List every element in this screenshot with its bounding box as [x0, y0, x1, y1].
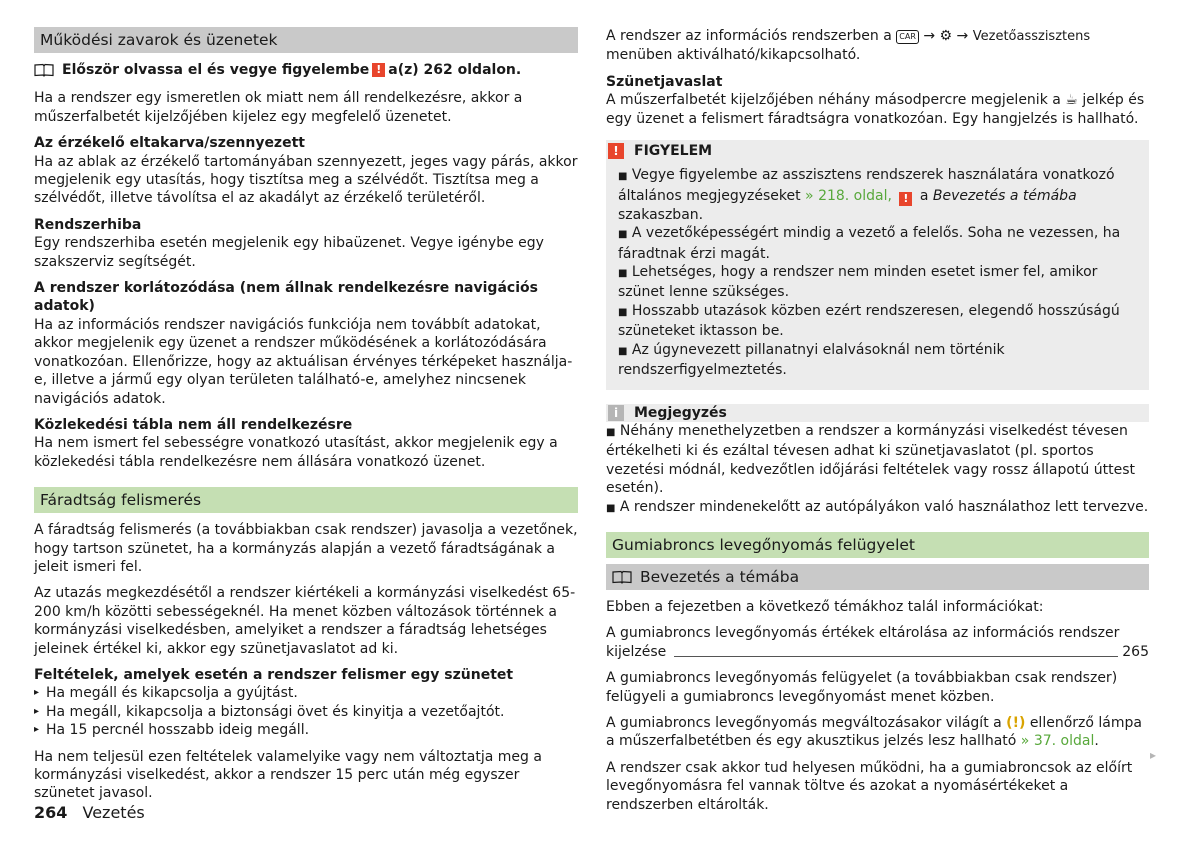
- left-column: [34, 27, 578, 811]
- menu-name: Vezetőasszisztens: [972, 29, 1091, 44]
- fatigue-repeat: Ha nem teljesül ezen feltételek valamelyike vagy nem változtatja meg a kormányzási viselkedést, akkor a rendszer 15 perc után még egyszer szünetet javasol.: [34, 748, 542, 802]
- list-item: ■ Néhány menethelyzetben a rendszer a kormányzási viselkedést tévesen értékelheti ki és ezáltal tévesen adhat ki szünetjavaslatot (pl. sportos vezetési módnál, kedvezőtlen időjárási feltételek vagy rossz állapotú úttest esetén).: [606, 422, 1135, 497]
- square-bullet-icon: ■: [618, 229, 628, 241]
- tyre-warning-paragraph: A gumiabroncs levegőnyomás megváltozásakor világít a (!) ellenőrző lámpa a műszerfalbetétben és egy akusztikus jelzés lesz hallható » 37. oldal.: [606, 714, 1142, 750]
- note-title: Megjegyzés: [634, 404, 727, 421]
- square-bullet-icon: ■: [618, 268, 628, 280]
- warning-icon: !: [608, 143, 624, 159]
- square-bullet-icon: ■: [618, 171, 628, 183]
- subheading-system-error: Rendszerhiba: [34, 216, 142, 233]
- paragraph-traffic-sign: Ha nem ismert fel sebességre vonatkozó utasítást, akkor megjelenik egy a közlekedési tábla rendelkezésre nem állására vonatkozó üzenet.: [34, 435, 558, 470]
- malfunction-intro: Ha a rendszer egy ismeretlen ok miatt nem áll rendelkezésre, akkor a műszerfalbetét kijelzőjében kijelez egy megfelelő üzenetet.: [34, 90, 523, 125]
- list-item: ■ A vezetőképességért mindig a vezető a felelős. Soha ne vezessen, ha fáradtnak érzi magát.: [618, 225, 1121, 262]
- warning-box: [606, 140, 1149, 389]
- subheading-system-limitation: A rendszer korlátozódása (nem állnak rendelkezésre navigációs adatok): [34, 280, 538, 315]
- toc-page-number: 265: [1122, 643, 1149, 660]
- list-item: ■ Vegye figyelembe az asszisztens rendszerek használatára vonatkozó általános megjegyzéseket » 218. oldal, ! a Bevezetés a témába szakaszban.: [618, 167, 1115, 223]
- tyre-system-description: A gumiabroncs levegőnyomás felügyelet (a továbbiakban csak rendszer) felügyeli a gumiabroncs levegőnyomást menet közben.: [606, 670, 1118, 705]
- list-item: ■ A rendszer mindenekelőtt az autópályákon való használathoz lett tervezve.: [606, 498, 1149, 515]
- list-item: ■ Az úgynevezett pillanatnyi elalvásoknál nem történik rendszerfigyelmeztetés.: [618, 341, 1005, 379]
- paragraph-sensor-covered: Ha az ablak az érzékelő tartományában szennyezett, jeges vagy párás, akkor megjelenik egy utasítás, hogy tisztítsa meg a szélvédőt. Tisztítsa meg a szélvédőt, illetve távolítsa el az akadályt az érzékelő területéről.: [34, 153, 578, 207]
- list-item: ■ Lehetséges, hogy a rendszer nem minden esetet ismer fel, amikor szünet lenne szükséges.: [618, 264, 1098, 301]
- subheading-pause-suggestion: Szünetjavaslat: [606, 73, 723, 90]
- fatigue-intro: A fáradtság felismerés (a továbbiakban csak rendszer) javasolja a vezetőnek, hogy tartson szünetet, ha a kormányzás alapján a vezető fáradtságának a jeleit ismeri fel.: [34, 522, 578, 575]
- warning-small-icon: !: [372, 63, 385, 77]
- toc-entry[interactable]: A gumiabroncs levegőnyomás értékek eltárolása az információs rendszer kijelzése 265: [606, 625, 1149, 660]
- list-item: ▸ Ha megáll, kikapcsolja a biztonsági övet és kinyitja a vezetőajtót.: [34, 703, 505, 720]
- bullet-arrow-icon: ▸: [34, 705, 40, 717]
- subheading-traffic-sign: Közlekedési tábla nem áll rendelkezésre: [34, 416, 353, 433]
- continue-arrow-icon: ▸: [1150, 748, 1157, 762]
- warning-box-body: [606, 162, 1149, 389]
- section-header-fatigue: Fáradtság felismerés: [34, 487, 578, 513]
- fatigue-evaluation: Az utazás megkezdésétől a rendszer kiértékeli a kormányzási viselkedést 65-200 km/h közötti sebességeknél. Ha menet közben változások történnek a kormányzási viselkedésben, amelyiket a rendszer a fáradtság lehetséges jeleinek értékel ki, akkor egy szünetjavaslatot ad ki.: [34, 585, 576, 657]
- warning-title: FIGYELEM: [634, 143, 713, 160]
- paragraph-system-limitation: Ha az információs rendszer navigációs funkciója nem továbbít adatokat, akkor megjelenik egy üzenet a rendszer működésének a korlátozódására vonatkozóan. Ellenőrizze, hogy az aktuálisan érvényes térképeket használja-e, illetve a jármű egy olyan területen található-e, amelyhez nincsenek navigációs adatok.: [34, 316, 573, 407]
- book-icon: [612, 570, 632, 584]
- note-box-header: [606, 404, 1149, 422]
- subheading-pause-conditions: Feltételek, amelyek esetén a rendszer felismer egy szünetet: [34, 666, 514, 683]
- warning-small-icon: !: [899, 192, 912, 206]
- subheading-sensor-covered: Az érzékelő eltakarva/szennyezett: [34, 135, 305, 152]
- pause-conditions-list: [34, 684, 578, 739]
- section-header-malfunctions: Működési zavarok és üzenetek: [34, 27, 578, 53]
- note-box: [606, 404, 1149, 518]
- page-link[interactable]: » 37. oldal: [1020, 733, 1095, 750]
- right-column: [606, 27, 1149, 822]
- chapter-name: Vezetés: [82, 803, 145, 822]
- menu-path-paragraph: A rendszer az információs rendszerben a CAR → ⚙ → Vezetőasszisztens menüben aktiválható/kikapcsolható.: [606, 28, 1091, 64]
- toc-leader-line: [674, 656, 1118, 657]
- bullet-arrow-icon: ▸: [34, 724, 40, 736]
- list-item: ▸ Ha megáll és kikapcsolja a gyújtást.: [34, 685, 298, 702]
- page-link[interactable]: » 218. oldal,: [805, 187, 892, 204]
- square-bullet-icon: ■: [606, 502, 616, 514]
- list-item: ▸ Ha 15 percnél hosszabb ideig megáll.: [34, 722, 310, 739]
- list-item: ■ Hosszabb utazások közben ezért rendszeresen, elegendő hosszúságú szüneteket iktasson be.: [618, 302, 1120, 340]
- book-icon: [34, 63, 54, 77]
- topics-intro: Ebben a fejezetben a következő témákhoz talál információkat:: [606, 598, 1044, 615]
- square-bullet-icon: ■: [618, 306, 628, 318]
- square-bullet-icon: ■: [606, 426, 616, 438]
- info-icon: i: [608, 405, 624, 421]
- coffee-cup-icon: ☕: [1065, 92, 1078, 109]
- bullet-arrow-icon: ▸: [34, 687, 40, 699]
- page-footer: [34, 804, 145, 822]
- car-button-icon: CAR: [896, 30, 919, 44]
- tyre-pressure-warning-icon: (!): [1006, 714, 1026, 731]
- paragraph-system-error: Egy rendszerhiba esetén megjelenik egy hibaüzenet. Vegye igénybe egy szakszerviz segítségét.: [34, 235, 544, 270]
- read-first-line: Először olvassa el és vegye figyelembe ! a(z) 262 oldalon.: [34, 61, 578, 79]
- warning-box-header: [606, 140, 1149, 162]
- square-bullet-icon: ■: [618, 345, 628, 357]
- gear-icon: ⚙: [939, 28, 953, 44]
- section-header-tyre-pressure: Gumiabroncs levegőnyomás felügyelet: [606, 532, 1149, 558]
- page-number: 264: [34, 803, 68, 822]
- paragraph-pause-suggestion: A műszerfalbetét kijelzőjében néhány másodpercre megjelenik a ☕ jelkép és egy üzenet a felismert fáradtságra vonatkozóan. Egy hangjelzés is hallható.: [606, 92, 1145, 127]
- subsection-header-introduction: Bevezetés a témába: [606, 564, 1149, 590]
- tyre-storage-paragraph: A rendszer csak akkor tud helyesen működni, ha a gumiabroncsok az előírt levegőnyomásra fel vannak töltve és azokat a nyomásértékeket a rendszerben eltárolták.: [606, 759, 1133, 813]
